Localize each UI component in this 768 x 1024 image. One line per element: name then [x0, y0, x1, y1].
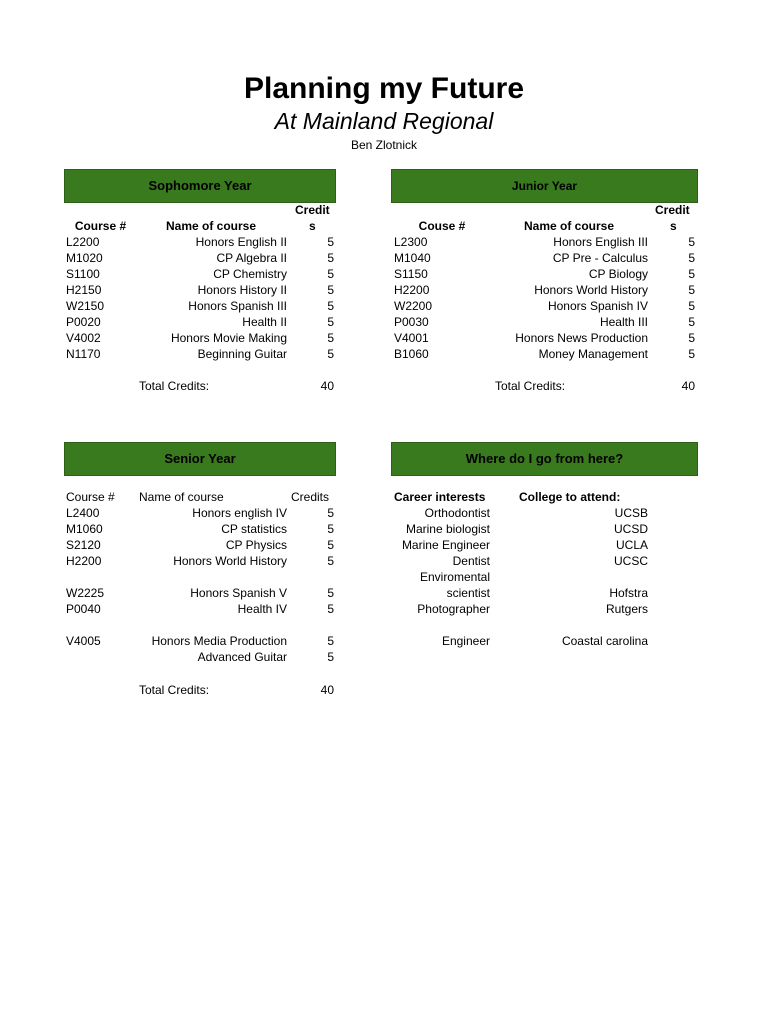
course-name: Honors english IV [192, 506, 287, 520]
college-choice: Rutgers [605, 602, 648, 616]
senior-total-value: 40 [320, 683, 334, 697]
career-interest: Engineer [441, 634, 490, 648]
junior-credits-header-line2: s [670, 219, 677, 233]
course-credits: 5 [327, 554, 334, 568]
course-code: H2150 [66, 283, 102, 297]
senior-course-name-header: Name of course [139, 490, 224, 504]
course-name: Honors Spanish IV [547, 299, 648, 313]
course-credits: 5 [327, 331, 334, 345]
course-code: L2200 [66, 235, 100, 249]
course-credits: 5 [327, 538, 334, 552]
course-credits: 5 [327, 506, 334, 520]
course-name: CP Biology [588, 267, 648, 281]
college-choice: Hofstra [609, 586, 648, 600]
course-credits: 5 [688, 283, 695, 297]
course-name: Health II [242, 315, 287, 329]
college-choice: UCSB [614, 506, 648, 520]
course-name: CP Physics [225, 538, 287, 552]
junior-year-heading: Junior Year [391, 169, 698, 203]
junior-course-name-header: Name of course [524, 219, 615, 233]
course-credits: 5 [688, 347, 695, 361]
college-choice: UCSD [613, 522, 648, 536]
course-code: V4002 [66, 331, 101, 345]
course-credits: 5 [327, 634, 334, 648]
course-code: S1150 [394, 267, 428, 281]
college-choice: Coastal carolina [561, 634, 648, 648]
course-credits: 5 [688, 267, 695, 281]
course-name: Honors World History [534, 283, 648, 297]
sophomore-course-name-header: Name of course [166, 219, 257, 233]
course-code: W2225 [66, 586, 105, 600]
career-interest: Marine Engineer [401, 538, 490, 552]
career-interest: Dentist [452, 554, 490, 568]
author-name: Ben Zlotnick [350, 138, 418, 152]
course-name: Honors Media Production [151, 634, 287, 648]
course-code: L2300 [394, 235, 428, 249]
college-choice: UCSC [613, 554, 648, 568]
course-name: CP Chemistry [213, 267, 287, 281]
course-code: M1020 [66, 251, 103, 265]
course-name: Money Management [538, 347, 648, 361]
course-credits: 5 [327, 267, 334, 281]
course-code: N1170 [66, 347, 101, 361]
course-credits: 5 [327, 299, 334, 313]
course-credits: 5 [327, 602, 334, 616]
course-code: P0020 [66, 315, 101, 329]
course-name: CP statistics [221, 522, 287, 536]
junior-course-number-header: Couse # [418, 219, 466, 233]
career-interest: scientist [446, 586, 490, 600]
course-name: CP Algebra II [216, 251, 287, 265]
future-plans-heading: Where do I go from here? [391, 442, 698, 476]
course-name: Honors Movie Making [170, 331, 287, 345]
course-code: H2200 [394, 283, 430, 297]
course-name: Honors English II [195, 235, 287, 249]
course-code: W2150 [66, 299, 105, 313]
course-code: V4001 [394, 331, 429, 345]
career-interests-header: Career interests [394, 490, 486, 504]
career-interest: Marine biologist [405, 522, 490, 536]
course-credits: 5 [327, 315, 334, 329]
senior-credits-header: Credits [291, 490, 330, 504]
course-code: W2200 [394, 299, 433, 313]
page-title: Planning my Future [243, 72, 525, 105]
sophomore-total-value: 40 [320, 379, 334, 393]
sophomore-year-heading: Sophomore Year [64, 169, 336, 203]
senior-total-label: Total Credits: [139, 683, 210, 697]
course-credits: 5 [327, 251, 334, 265]
course-credits: 5 [327, 283, 334, 297]
course-name: Beginning Guitar [197, 347, 287, 361]
page-subtitle: At Mainland Regional [274, 108, 494, 134]
course-name: Advanced Guitar [197, 650, 287, 664]
course-credits: 5 [327, 347, 334, 361]
junior-credits-header-line1: Credit [655, 203, 690, 217]
course-code: B1060 [394, 347, 429, 361]
course-code: M1060 [66, 522, 103, 536]
course-credits: 5 [327, 650, 334, 664]
course-name: Health IV [237, 602, 287, 616]
course-name: Honors World History [173, 554, 287, 568]
course-name: Health III [599, 315, 648, 329]
course-credits: 5 [688, 331, 695, 345]
course-credits: 5 [688, 299, 695, 313]
course-credits: 5 [688, 315, 695, 329]
course-code: L2400 [66, 506, 100, 520]
course-credits: 5 [327, 235, 334, 249]
course-code: H2200 [66, 554, 102, 568]
sophomore-credits-header-line1: Credit [295, 203, 330, 217]
course-name: Honors Spanish V [190, 586, 287, 600]
course-credits: 5 [688, 251, 695, 265]
course-name: CP Pre - Calculus [552, 251, 648, 265]
college-choice: UCLA [615, 538, 648, 552]
career-interest: Enviromental [419, 570, 490, 584]
junior-total-value: 40 [681, 379, 695, 393]
course-name: Honors English III [553, 235, 648, 249]
course-code: P0030 [394, 315, 429, 329]
junior-total-label: Total Credits: [495, 379, 566, 393]
course-name: Honors Spanish III [188, 299, 287, 313]
course-code: P0040 [66, 602, 101, 616]
career-interest: Photographer [417, 602, 490, 616]
course-name: Honors History II [197, 283, 287, 297]
sophomore-total-label: Total Credits: [139, 379, 210, 393]
sophomore-course-number-header: Course # [74, 219, 127, 233]
course-credits: 5 [688, 235, 695, 249]
career-interest: Orthodontist [424, 506, 490, 520]
course-code: M1040 [394, 251, 431, 265]
course-credits: 5 [327, 586, 334, 600]
senior-course-number-header: Course # [66, 490, 115, 504]
college-header: College to attend: [519, 490, 621, 504]
course-credits: 5 [327, 522, 334, 536]
course-code: S2120 [66, 538, 101, 552]
course-code: S1100 [66, 267, 100, 281]
course-code: V4005 [66, 634, 101, 648]
course-name: Honors News Production [515, 331, 648, 345]
sophomore-credits-header-line2: s [309, 219, 316, 233]
senior-year-heading: Senior Year [64, 442, 336, 476]
